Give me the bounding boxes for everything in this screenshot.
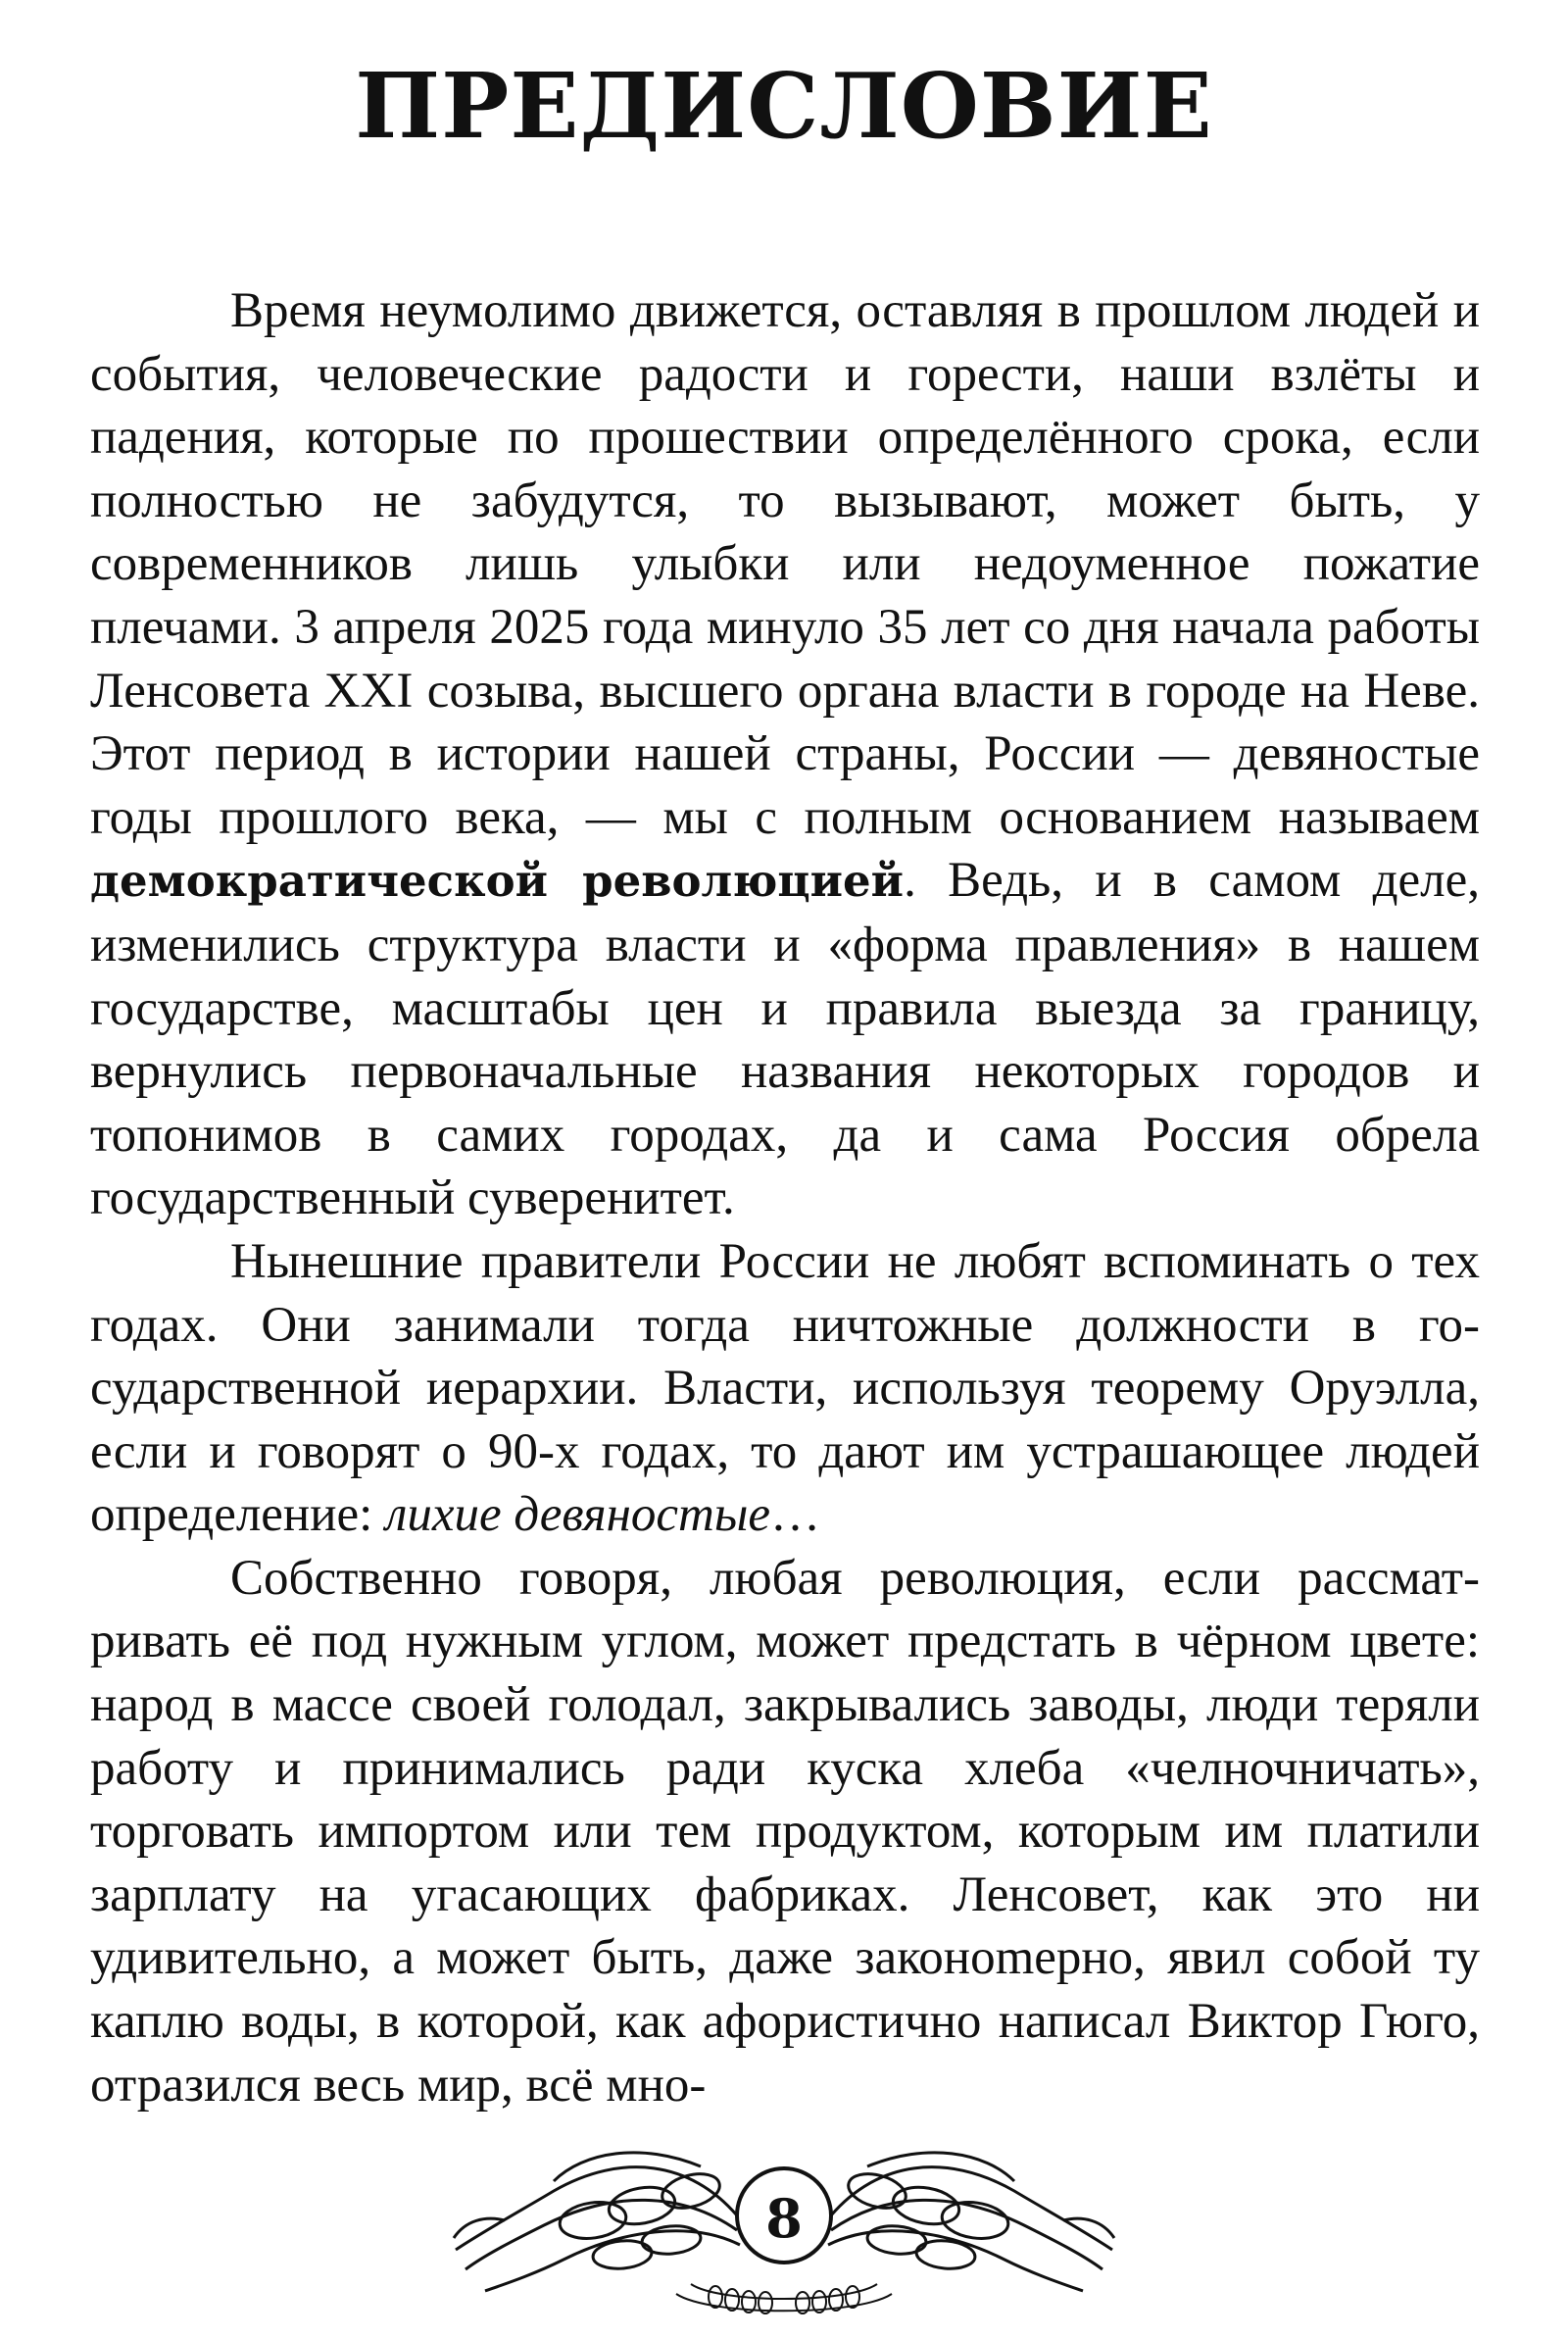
- paragraph-1-text-b: . Ведь, и в самом деле, изменились структура власти и «форма правления» в нашем государстве, масштабы цен и правила выезда за границу, вернулись первоначальные названия некоторых городов и топонимов в самих городах, да и сама Россия обрела государственный суверенитет.: [90, 853, 1480, 1226]
- paragraph-1-text-a: Время неумолимо движется, оставляя в прошлом людей и события, человеческие радости и горести, наши взлёты и падения, которые по прошествии определённого срока, если полностью не забудутся, то вызывают, может быть, у современников лишь улыбки или недоуменное пожатие плечами. 3 апреля 2025 года минуло 35 лет со дня начала работы Ленсовета XXI созыва, высшего органа власти в городе на Неве. Этот период в истории нашей страны, России — девяностые годы прошлого века, — мы с полным основанием называем: [90, 283, 1480, 845]
- paragraph-3-text: Собственно говоря, любая революция, если рассматривать её под нужным углом, может предстать в чёрном цвете: народ в массе своей голодал, закрывались заводы, люди теряли работу и принимались ради куска хлеба «челночничать», торговать импортом или тем продуктом, которым им платили зарплату на угасающих фабриках. Ленсовет, как это ни удивительно, а может быть, даже законоmерно, явил собой ту каплю воды, в которой, как афористично написал Виктор Гюго, отразился весь мир, всё мно-: [90, 1550, 1480, 2113]
- paragraph-2-text-a: Нынешние правители России не любят вспоминать о тех годах. Они занимали тогда ничтожные должности в государственной иерархии. Власти, используя теорему Оруэлла, если и говорят о 90-х годах, то дают им устрашающее людей определение:: [90, 1233, 1480, 1543]
- paragraph-2-text-b: …: [770, 1487, 821, 1543]
- bold-phrase: демократической революцией: [90, 855, 905, 908]
- page-title: ПРЕДИСЛОВИЕ: [355, 53, 1213, 159]
- paragraph-3: [90, 1547, 1480, 2116]
- paragraph-2: [90, 1230, 1480, 1547]
- body-text: [90, 279, 1480, 2116]
- page-number: 8: [765, 2187, 803, 2250]
- paragraph-1: [90, 279, 1480, 1230]
- italic-phrase: лихие девяностые: [385, 1487, 771, 1543]
